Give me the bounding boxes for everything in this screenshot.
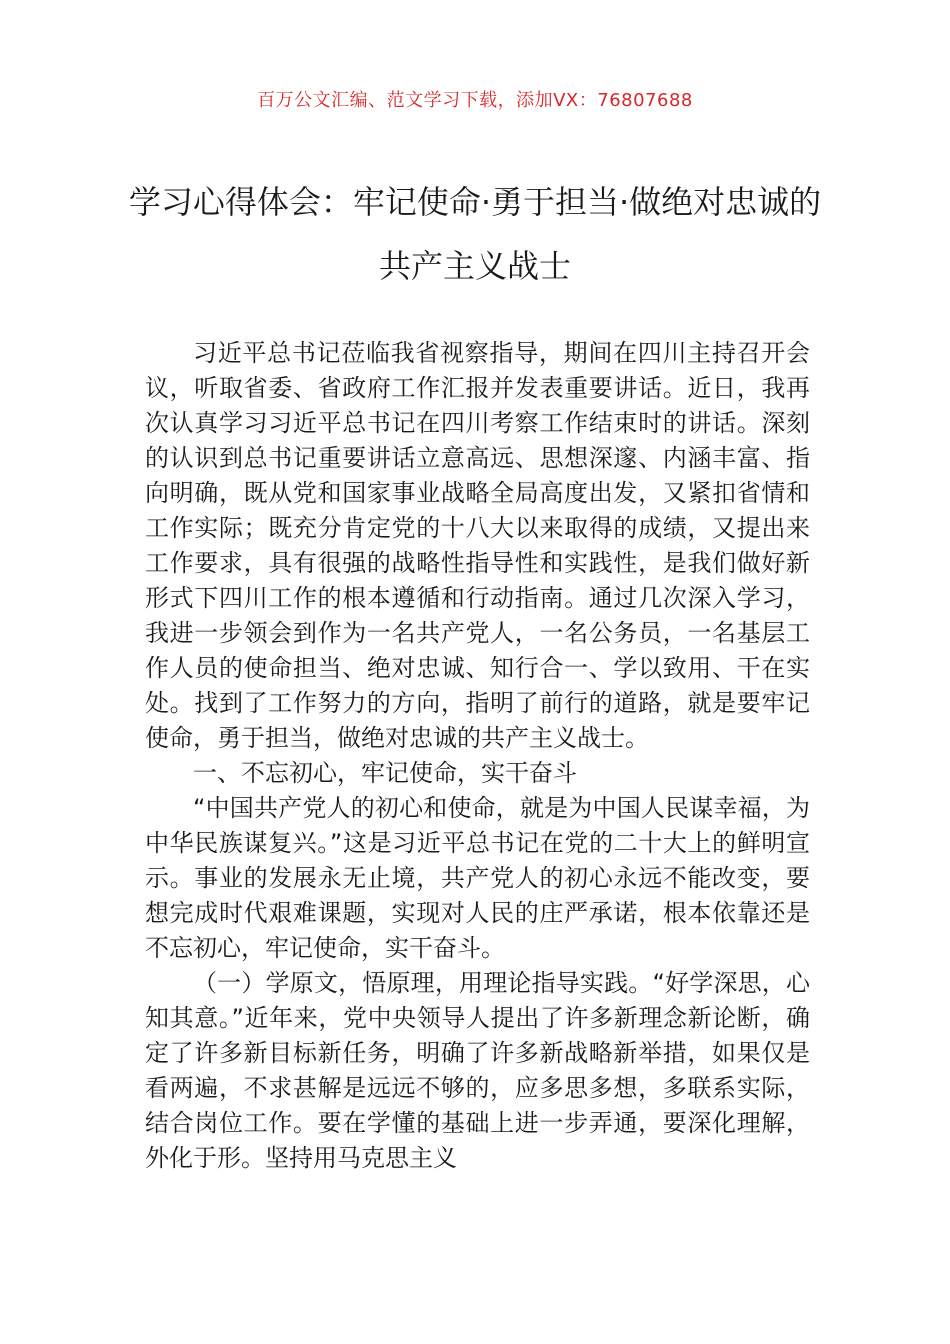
body-paragraph: 习近平总书记莅临我省视察指导，期间在四川主持召开会议，听取省委、省政府工作汇报并发表重要讲话。近日，我再次认真学习习近平总书记在四川考察工作结束时的讲话。深刻的认识到总书记重要讲话立意高远、思想深邃、内涵丰富、指向明确，既从党和国家事业战略全局高度出发，又紧扣省情和工作实际；既充分肯定党的十八大以来取得的成绩，又提出来工作要求，具有很强的战略性指导性和实践性，是我们做好新形式下四川工作的根本遵循和行动指南。通过几次深入学习，我进一步领会到作为一名共产党人，一名公务员，一名基层工作人员的使命担当、绝对忠诚、知行合一、学以致用、干在实处。找到了工作努力的方向，指明了前行的道路，就是要牢记使命，勇于担当，做绝对忠诚的共产主义战士。 — [145, 339, 810, 752]
body-paragraph: “中国共产党人的初心和使命，就是为中国人民谋幸福，为中华民族谋复兴。”这是习近平总书记在党的二十大上的鲜明宣示。事业的发展永无止境，共产党人的初心永远不能改变，要想完成时代艰难课题，实现对人民的庄严承诺，根本依靠还是不忘初心，牢记使命，实干奋斗。 — [145, 794, 810, 962]
body-paragraph: （一）学原文，悟原理，用理论指导实践。“好学深思，心知其意。”近年来，党中央领导人提出了许多新理念新论断，确定了许多新目标新任务，明确了许多新战略新举措，如果仅是看两遍，不求甚解是远远不够的，应多思多想，多联系实际，结合岗位工作。要在学懂的基础上进一步弄通，要深化理解，外化于形。坚持用马克思主义 — [145, 969, 810, 1172]
document-body — [145, 336, 810, 1176]
document-title: 学习心得体会：牢记使命·勇于担当·做绝对忠诚的共产主义战士 — [128, 183, 822, 285]
header-watermark-note: 百万公文汇编、范文学习下载，添加VX：76807688 — [257, 90, 693, 111]
section-heading: 一、不忘初心，牢记使命，实干奋斗 — [193, 759, 577, 787]
